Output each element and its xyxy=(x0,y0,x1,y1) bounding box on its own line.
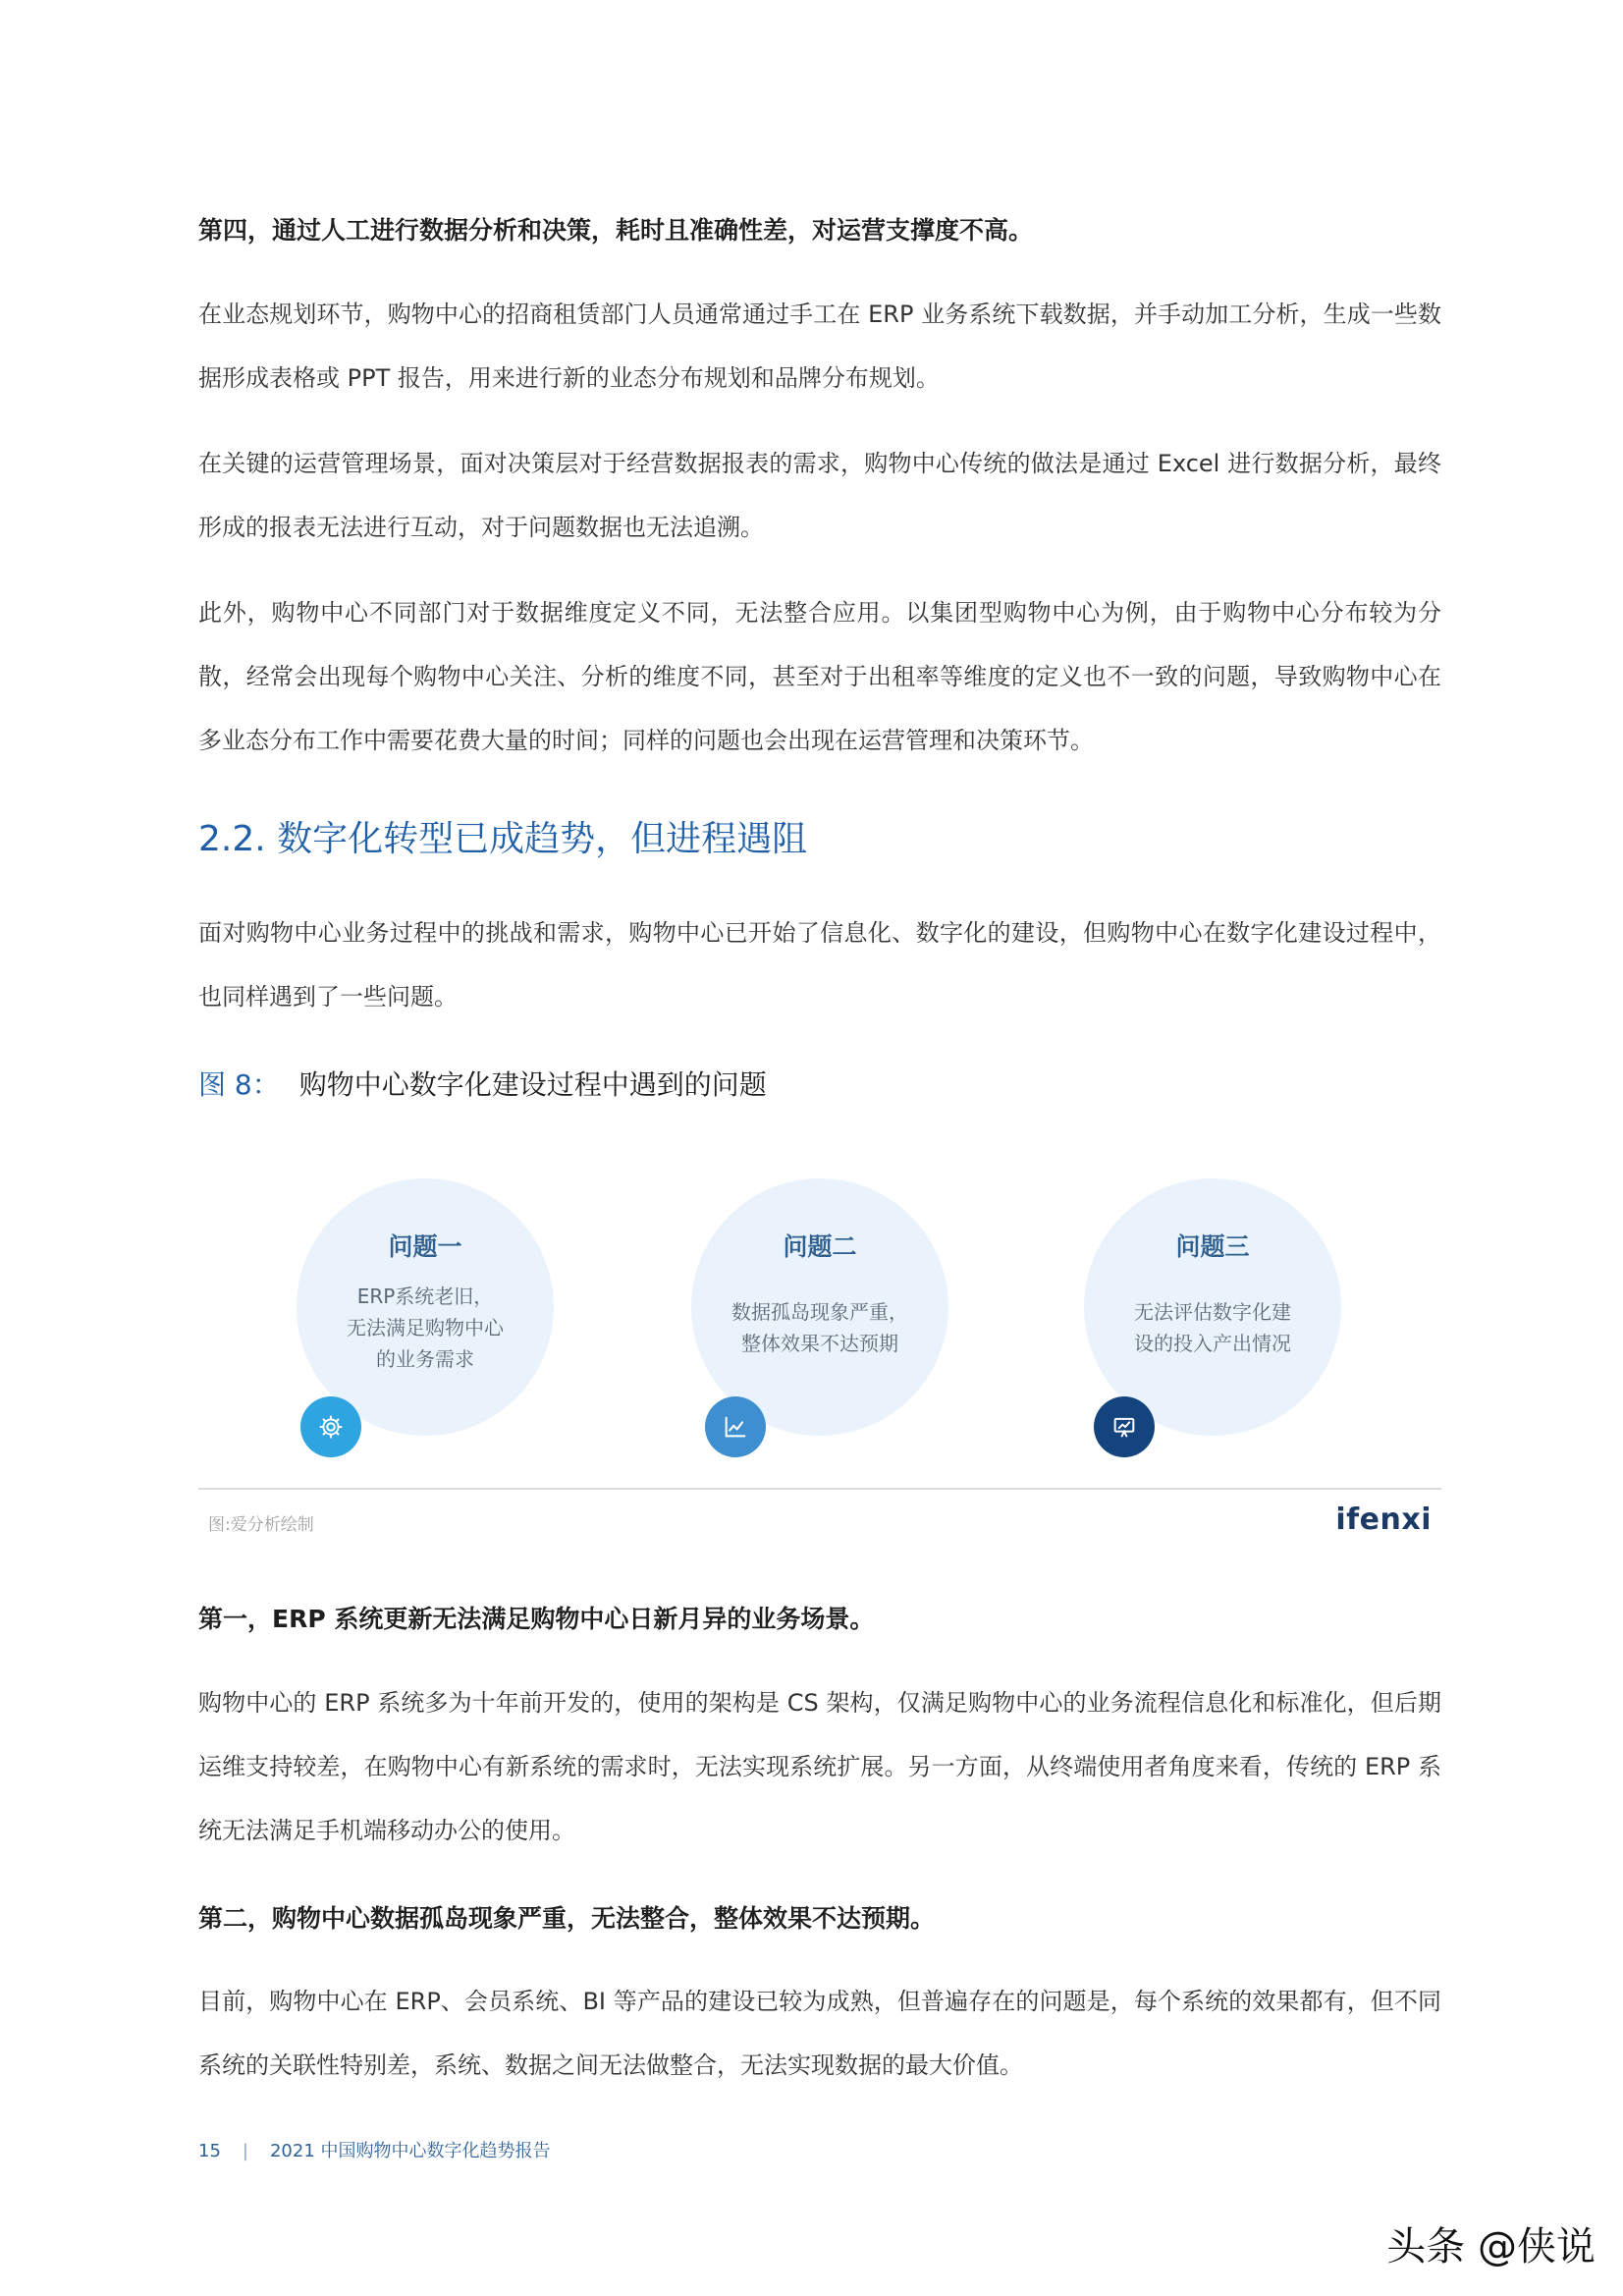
heading-first: 第一，ERP 系统更新无法满足购物中心日新月异的业务场景。 xyxy=(198,1605,875,1633)
ifenxi-logo: ifenxi xyxy=(1335,1503,1432,1537)
problem-badge-3 xyxy=(1094,1396,1155,1457)
heading-second: 第二，购物中心数据孤岛现象严重，无法整合，整体效果不达预期。 xyxy=(198,1904,936,1933)
problem-title-3: 问题三 xyxy=(1175,1232,1250,1261)
figure-source: 图:爱分析绘制 xyxy=(208,1515,314,1535)
problems-figure xyxy=(198,1178,1441,1537)
problem-badge-2 xyxy=(705,1396,766,1457)
watermark: 头条 @侠说 xyxy=(1386,2224,1596,2269)
paragraph-erp: 购物中心的 ERP 系统多为十年前开发的，使用的架构是 CS 架构，仅满足购物中心的业务流程信息化和标准化，但后期运维支持较差，在购物中心有新系统的需求时，无法实现系统扩展。另一方面，从终端使用者角度来看，传统的 ERP 系统无法满足手机端移动办公的使用。 xyxy=(198,1689,1441,1844)
paragraph-section-intro: 面对购物中心业务过程中的挑战和需求，购物中心已开始了信息化、数字化的建设，但购物中心在数字化建设过程中，也同样遇到了一些问题。 xyxy=(198,919,1441,1011)
gear-icon xyxy=(317,1413,345,1441)
problem-desc-line: 设的投入产出情况 xyxy=(1134,1332,1291,1355)
page-number: 15 xyxy=(198,2141,221,2161)
problem-desc-2 xyxy=(727,1296,913,1359)
problem-desc-3 xyxy=(1119,1296,1306,1359)
footer-separator: | xyxy=(242,2141,248,2161)
problem-desc-line: 数据孤岛现象严重， xyxy=(731,1300,908,1324)
line-chart-icon xyxy=(722,1413,749,1441)
problem-title-2: 问题二 xyxy=(783,1232,857,1261)
figure-number: 图 8： xyxy=(198,1068,280,1101)
paragraph-dimensions: 此外，购物中心不同部门对于数据维度定义不同，无法整合应用。以集团型购物中心为例，由于购物中心分布较为分散，经常会出现每个购物中心关注、分析的维度不同，甚至对于出租率等维度的定义也不一致的问题，导致购物中心在多业态分布工作中需要花费大量的时间；同样的问题也会出现在运营管理和决策环节。 xyxy=(198,599,1441,754)
problem-title-1: 问题一 xyxy=(388,1232,462,1261)
presentation-chart-icon xyxy=(1110,1413,1138,1441)
paragraph-business-planning: 在业态规划环节，购物中心的招商租赁部门人员通常通过手工在 ERP 业务系统下载数据，并手动加工分析，生成一些数据形成表格或 PPT 报告，用来进行新的业态分布规划和品牌分布规划。 xyxy=(198,301,1441,392)
problem-desc-line: 无法评估数字化建 xyxy=(1134,1300,1291,1324)
figure-caption: 购物中心数字化建设过程中遇到的问题 xyxy=(298,1068,767,1101)
figure-title xyxy=(198,1066,1441,1105)
report-title: 2021 中国购物中心数字化趋势报告 xyxy=(269,2141,551,2161)
problem-desc-line: 的业务需求 xyxy=(376,1347,474,1371)
problem-desc-line: ERP系统老旧， xyxy=(356,1285,494,1308)
problem-desc-1 xyxy=(332,1281,518,1375)
problem-desc-line: 整体效果不达预期 xyxy=(741,1332,898,1355)
paragraph-operations: 在关键的运营管理场景，面对决策层对于经营数据报表的需求，购物中心传统的做法是通过 Excel 进行数据分析，最终形成的报表无法进行互动，对于问题数据也无法追溯。 xyxy=(198,450,1441,541)
heading-fourth: 第四，通过人工进行数据分析和决策，耗时且准确性差，对运营支撑度不高。 xyxy=(198,216,1034,245)
problem-desc-line: 无法满足购物中心 xyxy=(347,1316,504,1339)
section-title: 2.2. 数字化转型已成趋势，但进程遇阻 xyxy=(198,819,808,859)
problem-badge-1 xyxy=(300,1396,361,1457)
figure-divider xyxy=(198,1488,1441,1490)
paragraph-data-silos: 目前，购物中心在 ERP、会员系统、BI 等产品的建设已较为成熟，但普遍存在的问题是，每个系统的效果都有，但不同系统的关联性特别差，系统、数据之间无法做整合，无法实现数据的最大价值。 xyxy=(198,1988,1441,2079)
page-footer xyxy=(198,2137,551,2162)
